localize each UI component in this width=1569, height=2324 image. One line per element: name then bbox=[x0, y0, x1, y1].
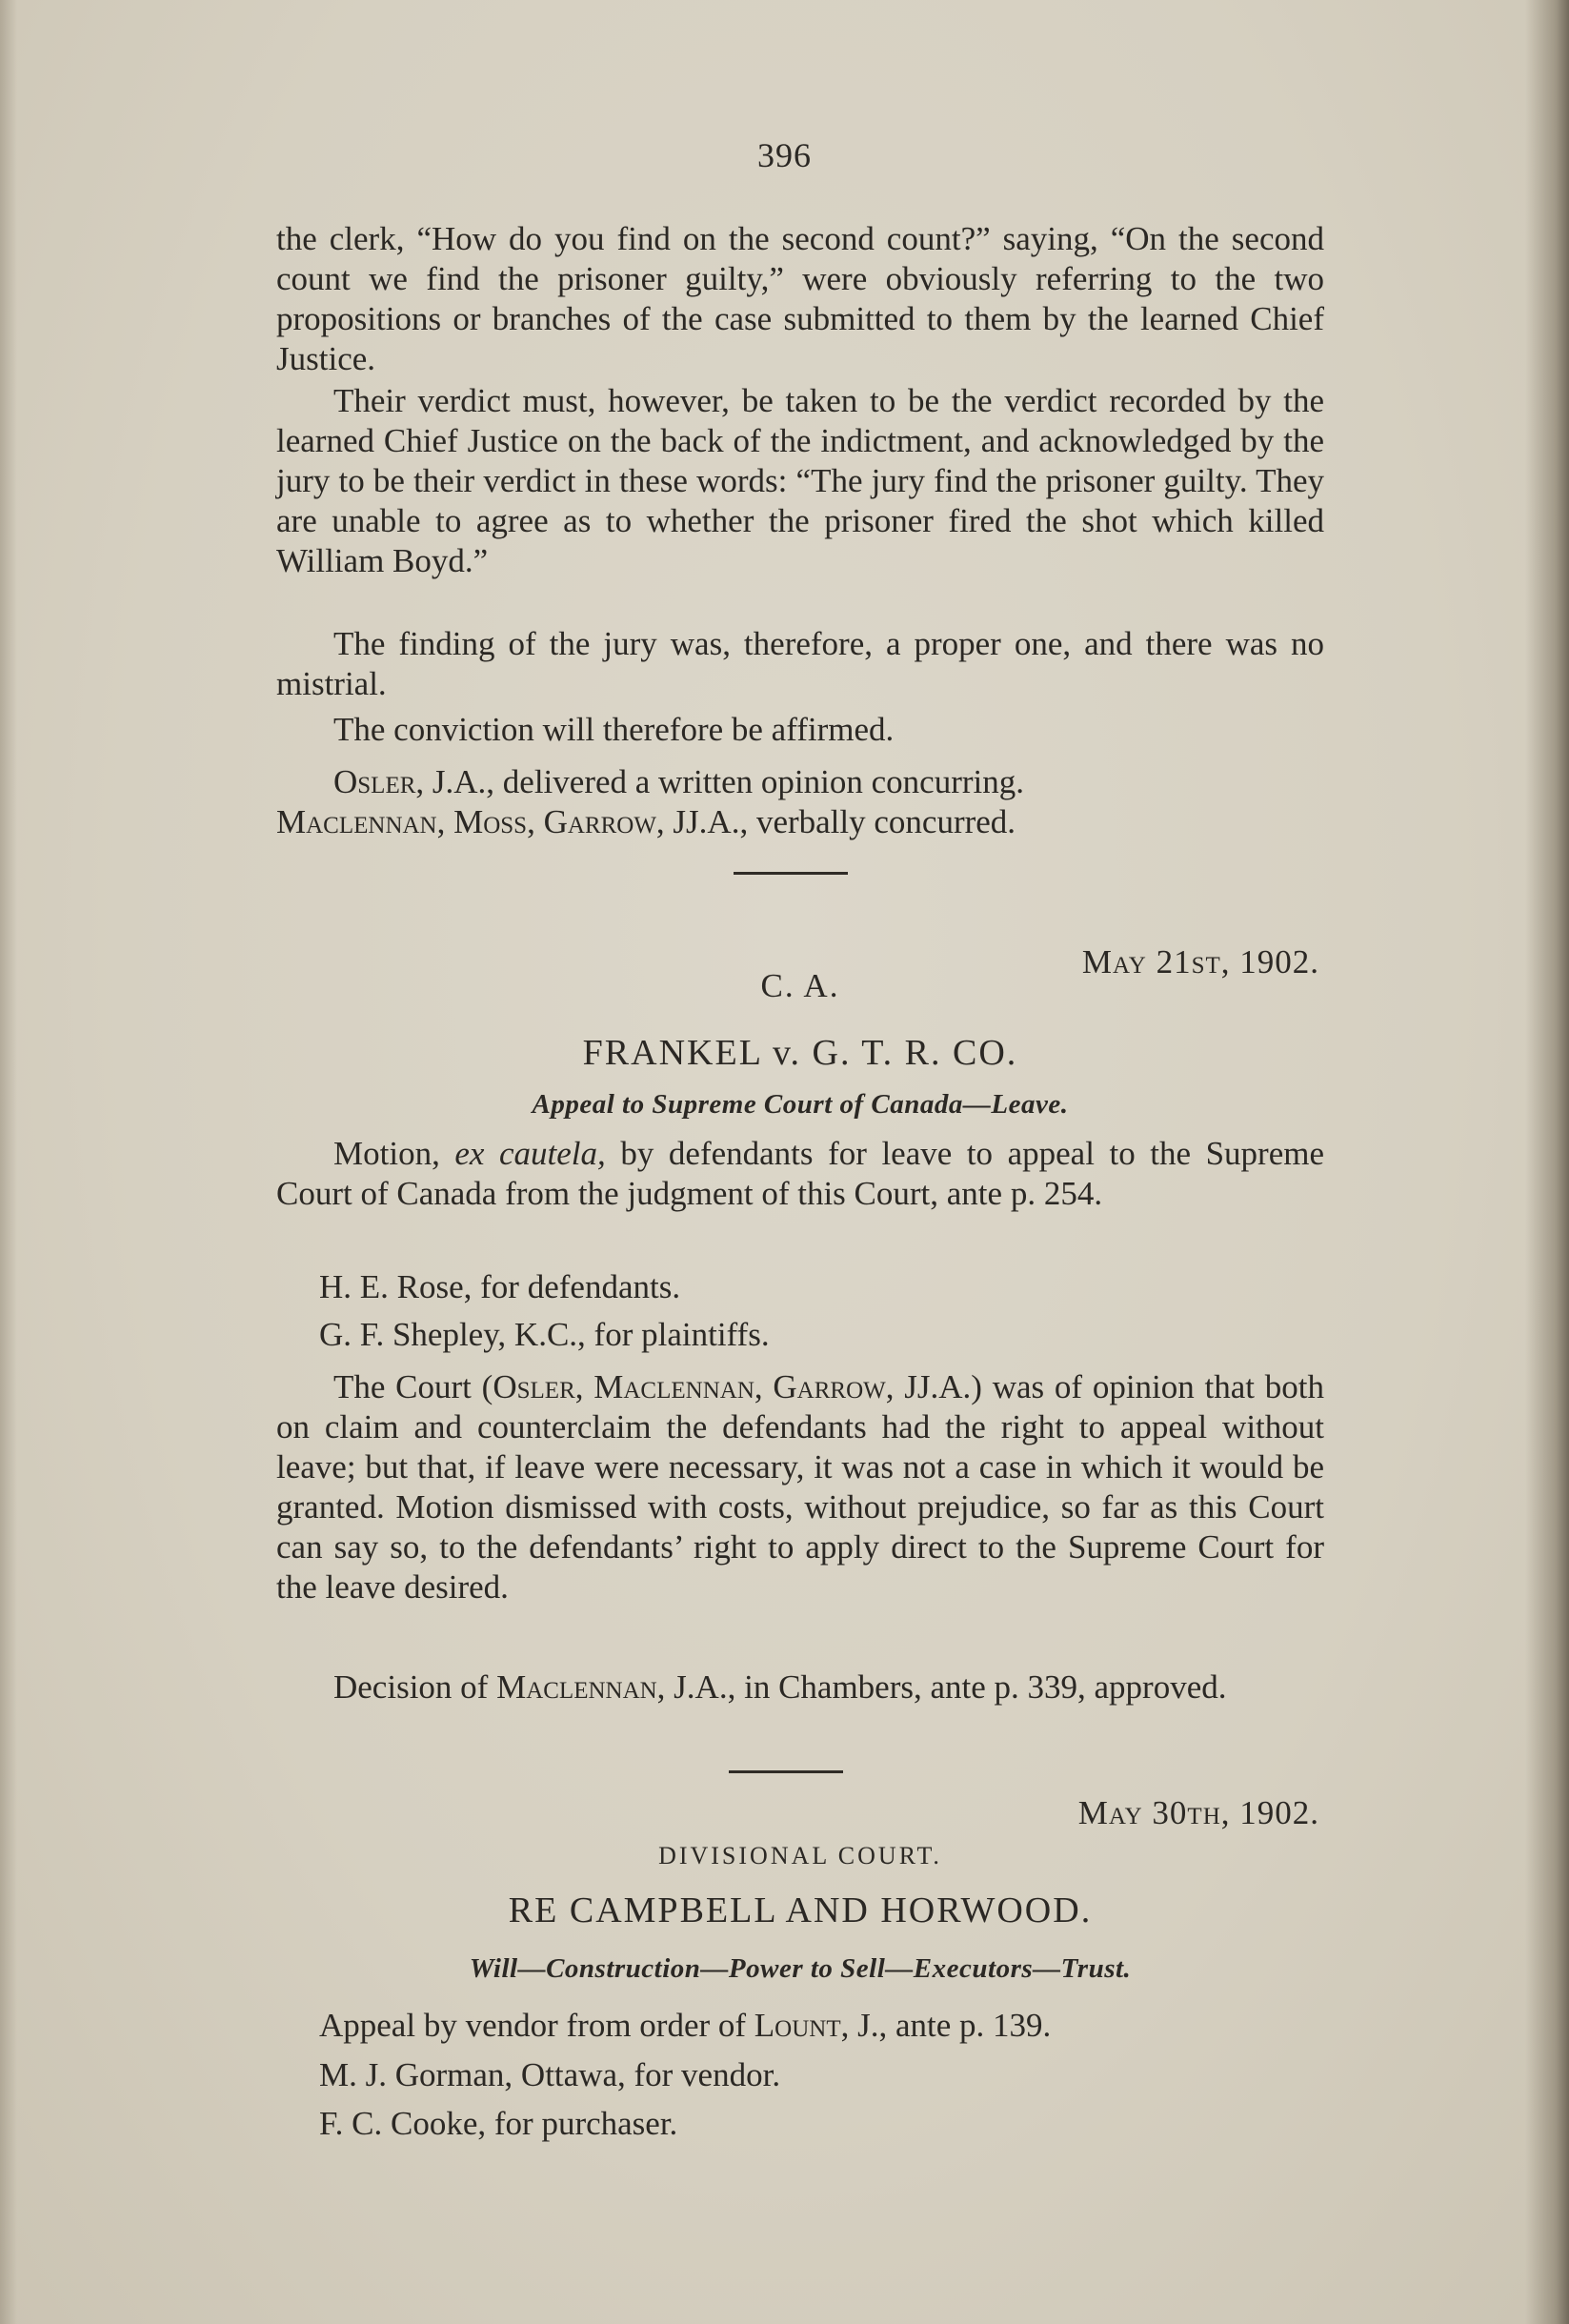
page-number: 396 bbox=[757, 136, 812, 174]
case2-counsel-purchaser: F. C. Cooke, for purchaser. bbox=[319, 2105, 678, 2142]
case1-motion: Motion, ex cautela, by defendants for leave to appeal to the Supreme Court of Canada from the judgment of this Court, ante p. 254. bbox=[276, 1135, 1325, 1212]
case2-date: May 30th, 1902. bbox=[1077, 1794, 1319, 1831]
case1-court: C. A. bbox=[760, 967, 840, 1004]
judges-concurring: Maclennan, Moss, Garrow, JJ.A., bbox=[276, 803, 749, 840]
case2-title: RE CAMPBELL AND HORWOOD. bbox=[508, 1890, 1093, 1930]
case2-counsel-vendor: M. J. Gorman, Ottawa, for vendor. bbox=[319, 2056, 781, 2093]
paragraph-finding: The finding of the jury was, therefore, a proper one, and there was no mistrial. bbox=[276, 625, 1324, 702]
case2-appeal: Appeal by vendor from order of Lount, J., ante p. 139. bbox=[319, 2007, 1052, 2044]
case2-court: DIVISIONAL COURT. bbox=[658, 1842, 942, 1869]
paragraph-clerk: the clerk, “How do you find on the second count?” saying, “On the second count we find the prisoner guilty,” were obviously referring to the two propositions or branches of the case submitted to them by the learned Chief Justice. bbox=[276, 220, 1324, 377]
case1-opinion: The Court (Osler, Maclennan, Garrow, JJ.A.) was of opinion that both on claim and counterclaim the defendants had the right to appeal without leave; but that, if leave were necessary, it was not a case in which it would be granted. Motion dismissed with costs, without prejudice, so far as this Court can say so, to the defendants’ right to apply direct to the Supreme Court for the leave desired. bbox=[276, 1368, 1325, 1606]
paragraph-conviction: The conviction will therefore be affirmed. bbox=[333, 711, 895, 748]
case1-counsel-defendants: H. E. Rose, for defendants. bbox=[319, 1268, 681, 1305]
case1-counsel-plaintiffs: G. F. Shepley, K.C., for plaintiffs. bbox=[319, 1316, 770, 1353]
section-divider bbox=[734, 872, 848, 875]
paragraph-verdict: Their verdict must, however, be taken to be the verdict recorded by the learned Chief Justice on the back of the indictment, and acknowledged by the jury to be their verdict in these words: “The jury find the prisoner guilty. They are unable to agree as to whether the prisoner fired the shot which killed William Boyd.” bbox=[276, 382, 1324, 579]
section-divider-2 bbox=[729, 1770, 843, 1773]
judge-osler: Osler, J.A., bbox=[333, 763, 495, 800]
case1-decision: Decision of Maclennan, J.A., in Chambers, ante p. 339, approved. bbox=[333, 1668, 1227, 1706]
case1-headnote: Appeal to Supreme Court of Canada—Leave. bbox=[532, 1089, 1069, 1120]
case1-date: May 21st, 1902. bbox=[1081, 943, 1319, 980]
case2-headnote: Will—Construction—Power to Sell—Executors—Trust. bbox=[469, 1953, 1132, 1984]
paragraph-concurring: Osler, J.A., delivered a written opinion concurring. Maclennan, Moss, Garrow, JJ.A., verbally concurred. bbox=[276, 763, 1024, 840]
case1-title: FRANKEL v. G. T. R. CO. bbox=[582, 1033, 1018, 1073]
